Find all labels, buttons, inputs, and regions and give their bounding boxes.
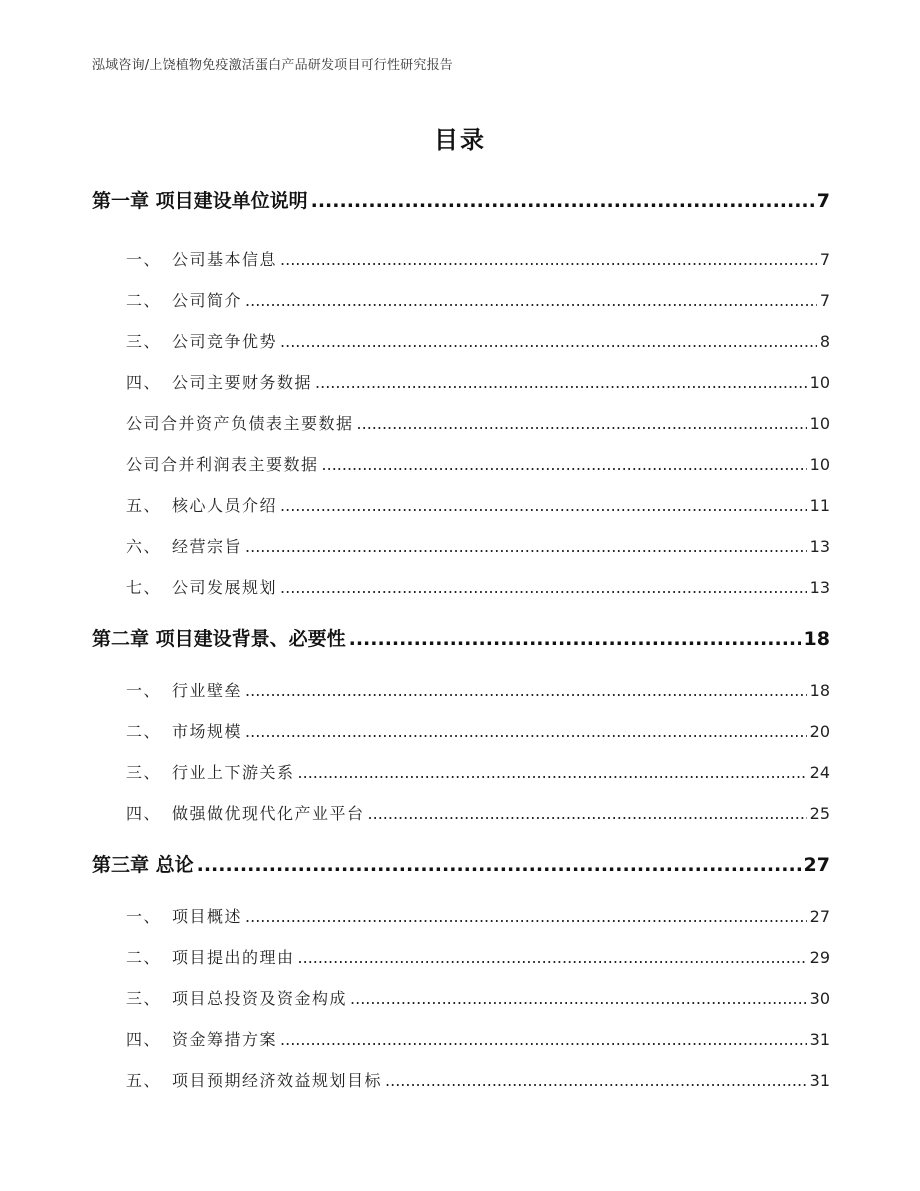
toc-dot-leader <box>280 332 817 351</box>
toc-section-entry[interactable] <box>126 575 830 598</box>
toc-dot-leader <box>322 455 807 474</box>
toc-entry-title: 经营宗旨 <box>172 537 243 556</box>
toc-entry-title: 行业壁垒 <box>172 681 243 700</box>
toc-entry-title: 第一章 项目建设单位说明 <box>92 190 308 212</box>
toc-title: 目录 <box>434 126 486 154</box>
toc-section-entry[interactable] <box>126 493 830 516</box>
toc-page-number: 13 <box>809 578 830 597</box>
toc-entry-number: 四、 <box>126 1030 162 1049</box>
toc-entry-title: 行业上下游关系 <box>172 763 295 782</box>
toc-dot-leader <box>280 250 817 269</box>
toc-entry-title: 公司发展规划 <box>172 578 278 597</box>
toc-dot-leader <box>350 989 807 1008</box>
toc-dot-leader <box>280 496 807 515</box>
toc-entry-title: 资金筹措方案 <box>172 1030 278 1049</box>
toc-page-number: 8 <box>819 332 830 351</box>
toc-dot-leader <box>311 190 814 212</box>
toc-entry-number: 六、 <box>126 537 162 556</box>
toc-entry-number: 三、 <box>126 763 162 782</box>
toc-entry-number: 一、 <box>126 681 162 700</box>
toc-section-entry[interactable] <box>126 247 830 270</box>
toc-dot-leader <box>298 763 807 782</box>
toc-page-number: 18 <box>809 681 830 700</box>
toc-page-number: 11 <box>809 496 830 515</box>
toc-section-entry[interactable] <box>126 760 830 783</box>
toc-dot-leader <box>245 291 817 310</box>
toc-section-entry[interactable] <box>126 370 830 393</box>
toc-page-number: 31 <box>809 1030 830 1049</box>
toc-entry-title: 项目总投资及资金构成 <box>172 989 348 1008</box>
toc-dot-leader <box>280 578 807 597</box>
toc-dot-leader <box>298 948 807 967</box>
toc-section-entry[interactable] <box>126 534 830 557</box>
toc-entry-number: 四、 <box>126 373 162 392</box>
toc-dot-leader <box>315 373 807 392</box>
toc-entry-title: 公司合并资产负债表主要数据 <box>126 414 354 433</box>
toc-chapter-entry[interactable] <box>92 850 830 877</box>
toc-section-entry[interactable] <box>126 945 830 968</box>
page-header: 泓域咨询/上饶植物免疫激活蛋白产品研发项目可行性研究报告 <box>92 58 453 73</box>
toc-entry-number: 七、 <box>126 578 162 597</box>
toc-entry-title: 公司竞争优势 <box>172 332 278 351</box>
toc-entry-title: 公司简介 <box>172 291 243 310</box>
toc-section-entry[interactable] <box>126 1027 830 1050</box>
toc-section-entry[interactable] <box>126 719 830 742</box>
toc-entry-title: 公司基本信息 <box>172 250 278 269</box>
toc-page-number: 31 <box>809 1071 830 1090</box>
toc-page-number: 27 <box>803 854 830 876</box>
toc-section-entry[interactable] <box>126 801 830 824</box>
toc-page-number: 25 <box>809 804 830 823</box>
toc-chapter-entry[interactable] <box>92 186 830 213</box>
toc-page-number: 24 <box>809 763 830 782</box>
toc-page-number: 13 <box>809 537 830 556</box>
toc-entry-number: 二、 <box>126 291 162 310</box>
toc-page-number: 10 <box>809 414 830 433</box>
toc-entry-number: 一、 <box>126 250 162 269</box>
toc-entry-number: 五、 <box>126 496 162 515</box>
toc-page-number: 29 <box>809 948 830 967</box>
toc-section-entry[interactable] <box>126 904 830 927</box>
toc-section-entry[interactable] <box>126 1068 830 1091</box>
toc-page-number: 7 <box>819 250 830 269</box>
toc-section-entry[interactable] <box>126 986 830 1009</box>
toc-entry-title: 公司合并利润表主要数据 <box>126 455 319 474</box>
toc-entry-number: 三、 <box>126 332 162 351</box>
toc-page-number: 10 <box>809 373 830 392</box>
toc-page-number: 27 <box>809 907 830 926</box>
toc-entry-title: 公司主要财务数据 <box>172 373 313 392</box>
toc-dot-leader <box>385 1071 807 1090</box>
toc-dot-leader <box>280 1030 807 1049</box>
toc-entry-title: 市场规模 <box>172 722 243 741</box>
toc-dot-leader <box>368 804 807 823</box>
toc-dot-leader <box>245 537 807 556</box>
toc-chapter-entry[interactable] <box>92 624 830 651</box>
toc-entry-number: 四、 <box>126 804 162 823</box>
toc-entry-title: 项目提出的理由 <box>172 948 295 967</box>
toc-page-number: 20 <box>809 722 830 741</box>
toc-page-number: 7 <box>819 291 830 310</box>
toc-entry-title: 项目预期经济效益规划目标 <box>172 1071 383 1090</box>
toc-section-entry[interactable] <box>126 288 830 311</box>
toc-page-number: 30 <box>809 989 830 1008</box>
toc-entry-title: 做强做优现代化产业平台 <box>172 804 365 823</box>
toc-entry-title: 第二章 项目建设背景、必要性 <box>92 628 346 650</box>
toc-dot-leader <box>245 722 807 741</box>
toc-section-entry[interactable] <box>126 452 830 475</box>
toc-entry-number: 五、 <box>126 1071 162 1090</box>
toc-page-number: 10 <box>809 455 830 474</box>
toc-dot-leader <box>245 907 807 926</box>
toc-dot-leader <box>197 854 801 876</box>
toc-entry-title: 核心人员介绍 <box>172 496 278 515</box>
toc-dot-leader <box>357 414 807 433</box>
toc-entry-title: 项目概述 <box>172 907 243 926</box>
toc-entry-number: 二、 <box>126 722 162 741</box>
toc-section-entry[interactable] <box>126 678 830 701</box>
toc-dot-leader <box>245 681 807 700</box>
toc-section-entry[interactable] <box>126 329 830 352</box>
toc-page-number: 7 <box>816 190 830 212</box>
toc-entry-title: 第三章 总论 <box>92 854 194 876</box>
toc-section-entry[interactable] <box>126 411 830 434</box>
toc-dot-leader <box>349 628 801 650</box>
toc-entry-number: 三、 <box>126 989 162 1008</box>
toc-entry-number: 二、 <box>126 948 162 967</box>
toc-page-number: 18 <box>803 628 830 650</box>
toc-entry-number: 一、 <box>126 907 162 926</box>
